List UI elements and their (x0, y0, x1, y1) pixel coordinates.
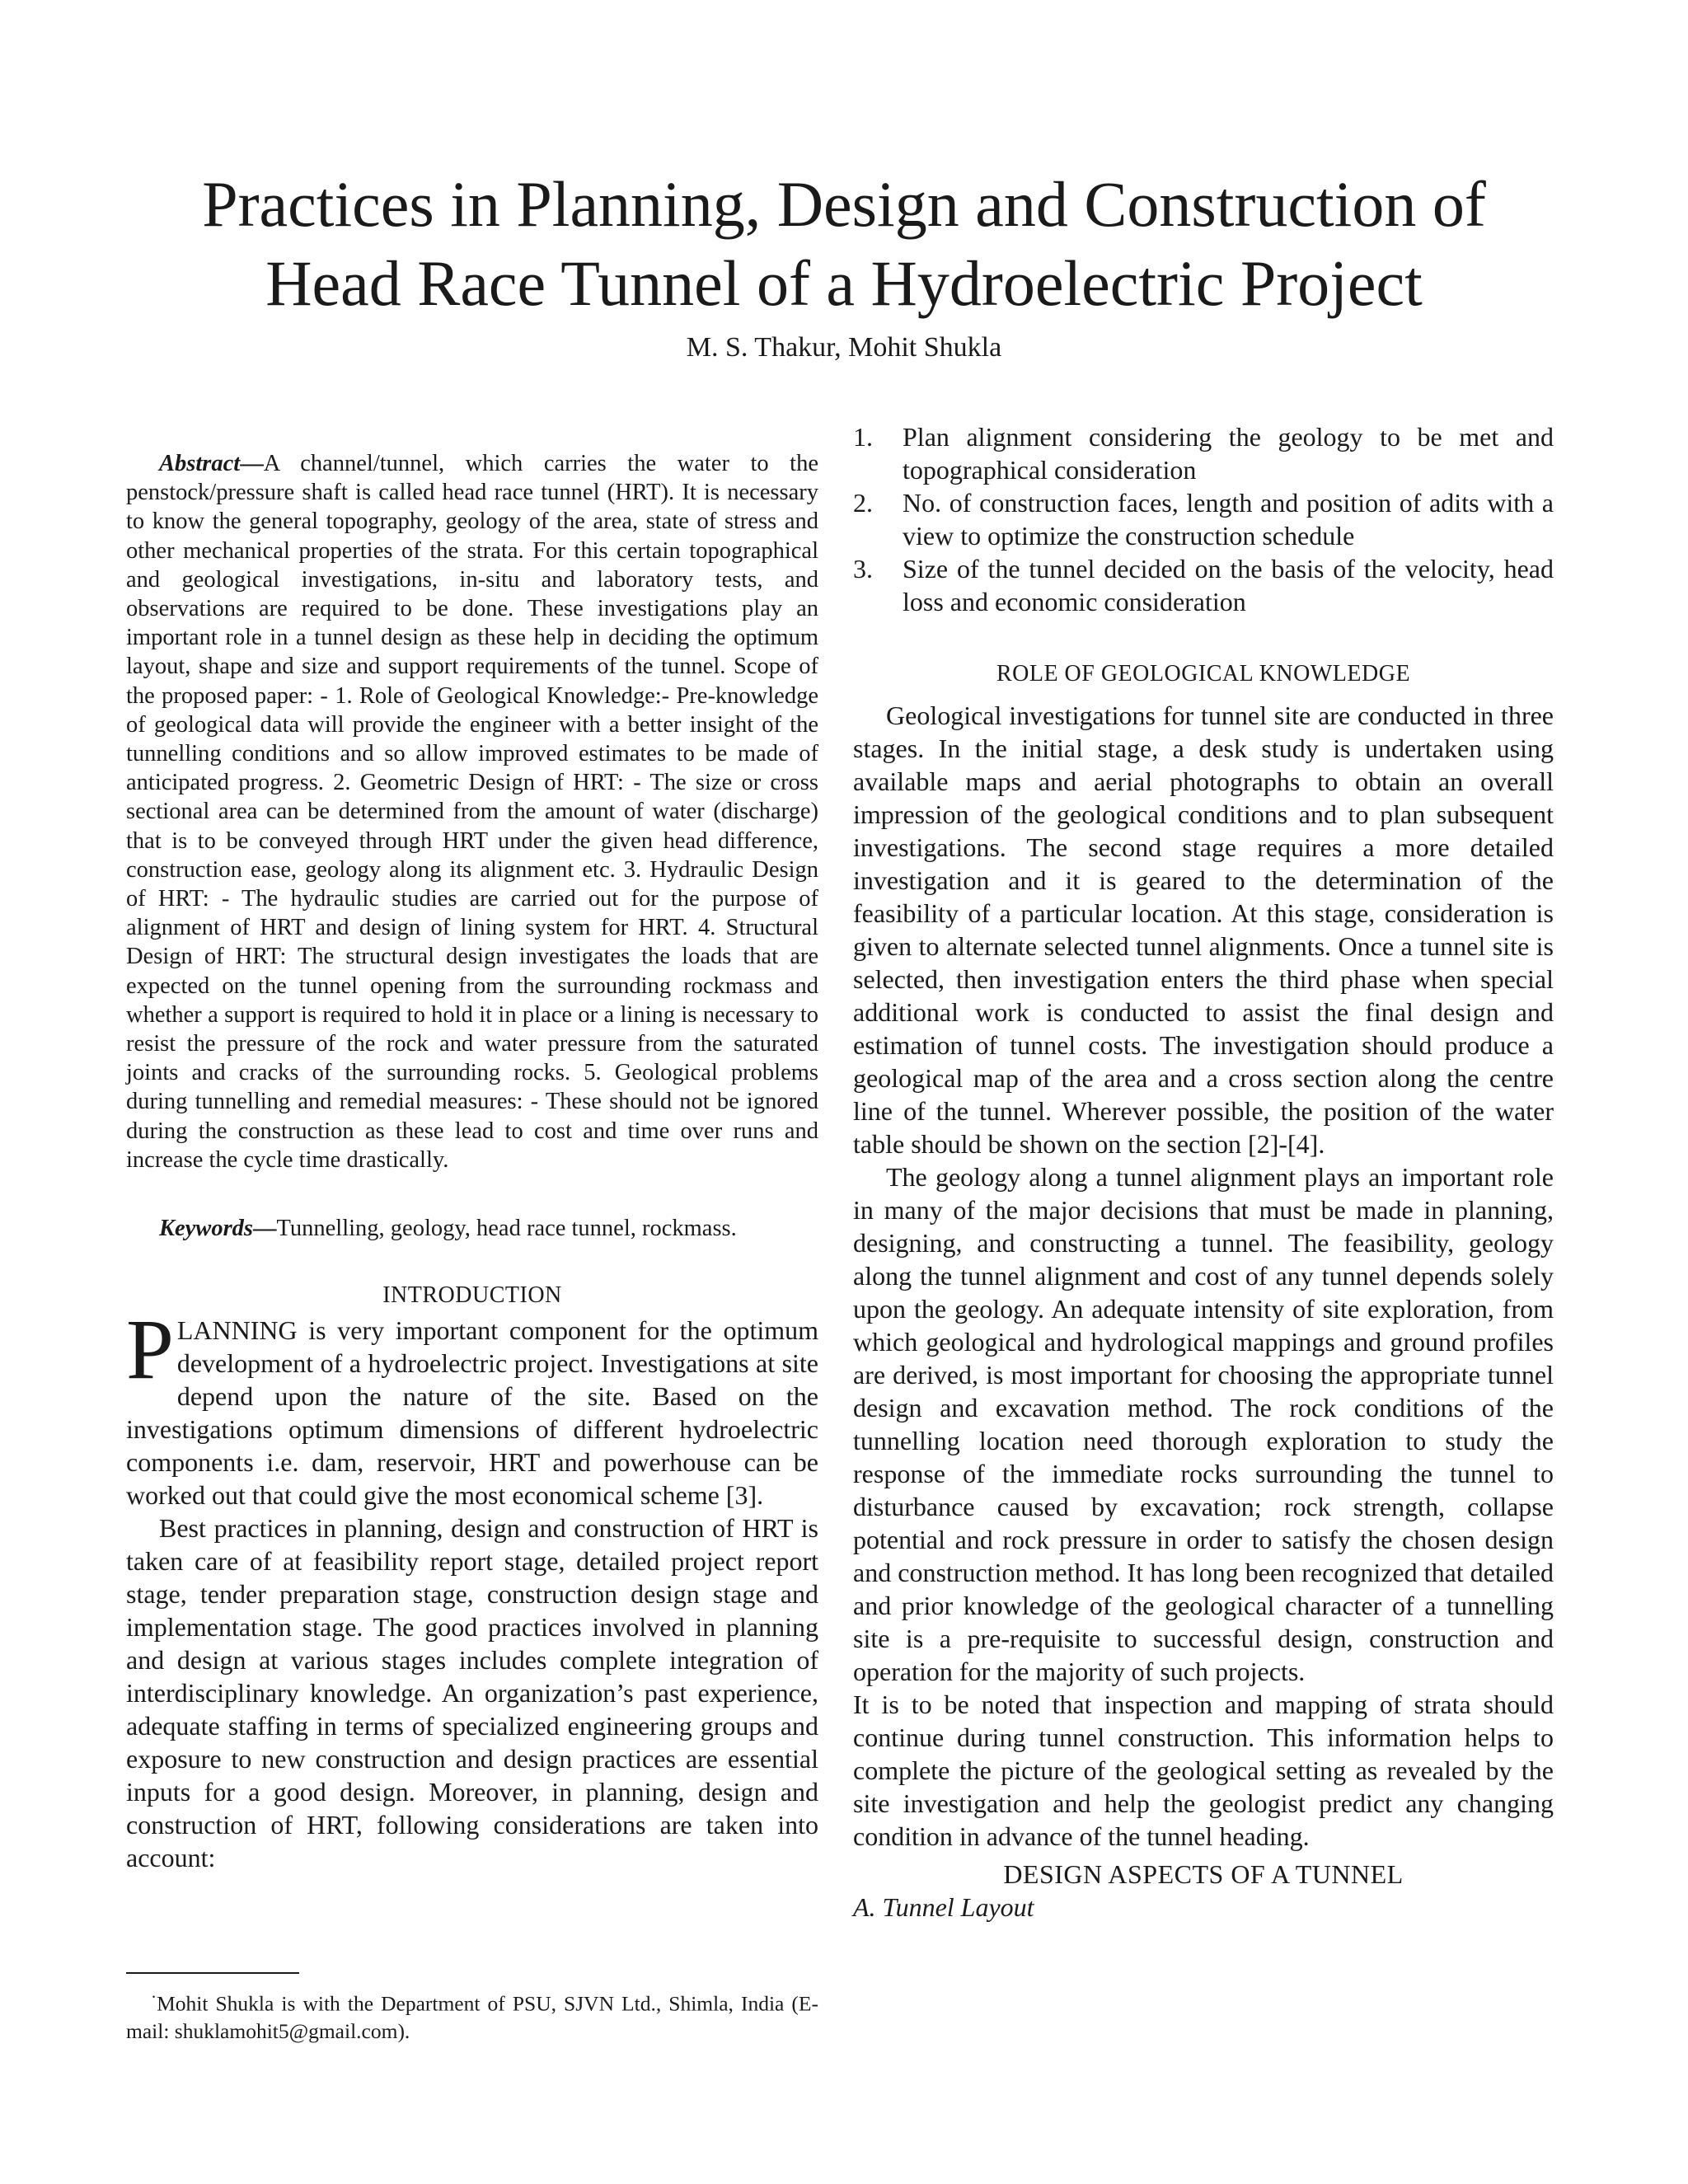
introduction-paragraph-1 (126, 1302, 818, 1511)
abstract-dash: — (240, 451, 264, 476)
list-item-text: Plan alignment considering the geology to be met and topographical consideration (903, 422, 1554, 485)
footnote (126, 1984, 818, 2045)
list-item-number: 1. (853, 422, 873, 452)
right-column (853, 420, 1554, 1924)
paper-title (115, 165, 1573, 323)
footnote-marker: · (151, 1987, 157, 2007)
list-item-number: 2. (853, 488, 873, 518)
list-item (853, 486, 1554, 552)
title-line-2: Head Race Tunnel of a Hydroelectric Project (265, 247, 1423, 319)
keywords-text: Tunnelling, geology, head race tunnel, rockmass. (276, 1216, 737, 1242)
geology-paragraph-3: It is to be noted that inspection and mapping of strata should continue during tunnel construction. This information helps to complete the picture of the geological setting as revealed by the site investigation and help the geologist predict any changing condition in advance of the tunnel heading. (853, 1690, 1554, 1851)
subsection-tunnel-layout: A. Tunnel Layout (853, 1892, 1034, 1922)
geology-paragraph-1: Geological investigations for tunnel site are conducted in three stages. In the initial stage, a desk study is undertaken using available maps and aerial photographs to obtain an overall impression of the geological conditions and to plan subsequent investigations. The second stage requires a more detailed investigation and it is geared to the determination of the feasibility of a particular location. At this stage, consideration is given to alternate selected tunnel alignments. Once a tunnel site is selected, then investigation enters the third phase when special additional work is conducted to assist the final design and estimation of tunnel costs. The investigation should produce a geological map of the area and a cross section along the centre line of the tunnel. Wherever possible, the position of the water table should be shown on the section [2]-[4]. (853, 701, 1554, 1159)
introduction-paragraph-1-text: LANNING is very important component for the optimum development of a hydroelectric project. Investigations at site depend upon the nature of the site. Based on the investigations optimum dimensions of different hydroelectric components i.e. dam, reservoir, HRT and powerhouse can be worked out that could give the most economical scheme [3]. (126, 1315, 818, 1511)
footnote-text: Mohit Shukla is with the Department of PSU, SJVN Ltd., Shimla, India (E-mail: shuklamohit5@gmail.com). (126, 1991, 818, 2043)
list-item-text: No. of construction faces, length and position of adits with a view to optimize the construction schedule (903, 488, 1554, 551)
keywords (126, 1214, 818, 1243)
list-item-text: Size of the tunnel decided on the basis of the velocity, head loss and economic consideration (903, 554, 1554, 616)
keywords-label: Keywords (159, 1216, 253, 1242)
abstract (126, 449, 818, 1174)
footnote-rule (126, 1972, 299, 1974)
geology-paragraph-2: The geology along a tunnel alignment plays an important role in many of the major decisions that must be made in planning, designing, and constructing a tunnel. The feasibility, geology along the tunnel alignment and cost of any tunnel depends solely upon the geology. An adequate intensity of site exploration, from which geological and hydrological mappings and ground profiles are derived, is most important for choosing the appropriate tunnel design and excavation method. The rock conditions of the tunnelling location need thorough exploration to study the response of the immediate rocks surrounding the tunnel to disturbance caused by excavation; rock strength, collapse potential and rock pressure in order to satisfy the chosen design and construction method. It has long been recognized that detailed and prior knowledge of the geological character of a tunnelling site is a pre-requisite to successful design, construction and operation for the majority of such projects. (853, 1162, 1554, 1686)
geology-heading: ROLE OF GEOLOGICAL KNOWLEDGE (996, 661, 1411, 687)
design-aspects-heading: DESIGN ASPECTS OF A TUNNEL (1003, 1859, 1404, 1889)
drop-cap: P (126, 1302, 174, 1398)
keywords-dash: — (253, 1216, 277, 1242)
introduction-paragraph-2: Best practices in planning, design and construction of HRT is taken care of at feasibility report stage, detailed project report stage, tender preparation stage, construction design stage and implementation stage. The good practices involved in planning and design at various stages includes complete integration of interdisciplinary knowledge. An organization’s past experience, adequate staffing in terms of specialized engineering groups and exposure to new construction and design practices are essential inputs for a good design. Moreover, in planning, design and construction of HRT, following considerations are taken into account: (126, 1513, 818, 1873)
list-item-number: 3. (853, 554, 873, 583)
introduction-heading: INTRODUCTION (382, 1282, 562, 1309)
authors: M. S. Thakur, Mohit Shukla (686, 332, 1002, 363)
abstract-label: Abstract (159, 451, 241, 476)
considerations-list (853, 420, 1554, 618)
list-item (853, 552, 1554, 618)
abstract-text: A channel/tunnel, which carries the water to the penstock/pressure shaft is called head race tunnel (HRT). It is necessary to know the general topography, geology of the area, state of stress and other mechanical properties of the strata. For this certain topographical and geological investigations, in-situ and laboratory tests, and observations are required to be done. These investigations play an important role in a tunnel design as these help in deciding the optimum layout, shape and size and support requirements of the tunnel. Scope of the proposed paper: - 1. Role of Geological Knowledge:- Pre-knowledge of geological data will provide the engineer with a better insight of the tunnelling conditions and so allow improved estimates to be made of anticipated progress. 2. Geometric Design of HRT: - The size or cross sectional area can be determined from the amount of water (discharge) that is to be conveyed through HRT under the given head difference, construction ease, geology along its alignment etc. 3. Hydraulic Design of HRT: - The hydraulic studies are carried out for the purpose of alignment of HRT and design of lining system for HRT. 4. Structural Design of HRT: The structural design investigates the loads that are expected on the tunnel opening from the surrounding rockmass and whether a support is required to hold it in place or a lining is necessary to resist the pressure of the rock and water pressure from the saturated joints and cracks of the surrounding rocks. 5. Geological problems during tunnelling and remedial measures: - These should not be ignored during the construction as these lead to cost and time over runs and increase the cycle time drastically. (126, 451, 818, 1173)
left-column (126, 449, 818, 1874)
title-line-1: Practices in Planning, Design and Construction of (202, 168, 1486, 240)
list-item (853, 420, 1554, 486)
